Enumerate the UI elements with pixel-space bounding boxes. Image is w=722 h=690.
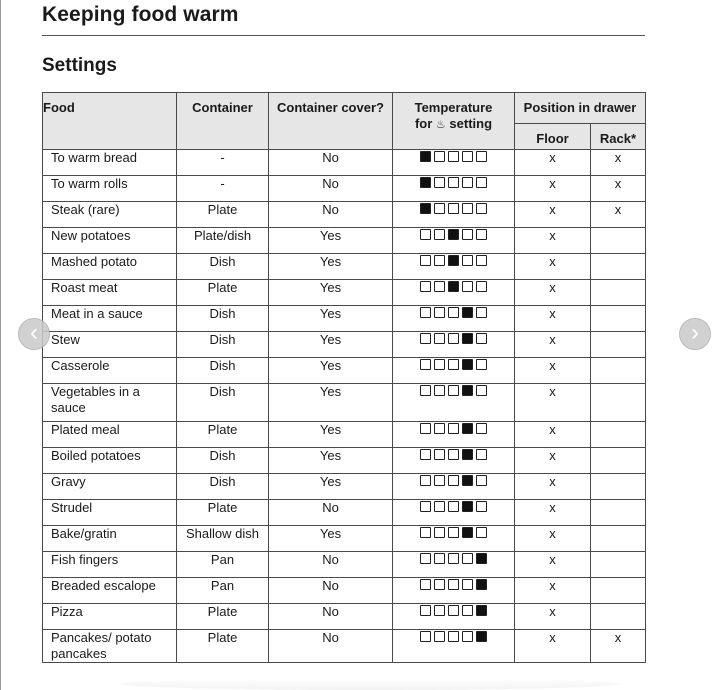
cell-rack xyxy=(591,474,646,500)
level-square-filled xyxy=(448,255,459,266)
level-square-empty xyxy=(420,307,431,318)
table-row xyxy=(43,526,646,552)
level-square-empty xyxy=(448,307,459,318)
cell-container: Plate/dish xyxy=(177,228,269,254)
cell-temperature xyxy=(393,176,515,202)
cell-cover: No xyxy=(269,552,393,578)
cell-food: Vegetables in a sauce xyxy=(43,384,177,422)
level-square-filled xyxy=(462,501,473,512)
section-title: Settings xyxy=(42,55,117,76)
level-square-empty xyxy=(434,475,445,486)
cell-container: Plate xyxy=(177,422,269,448)
cell-cover: Yes xyxy=(269,422,393,448)
cell-temperature xyxy=(393,254,515,280)
cell-food: Casserole xyxy=(43,358,177,384)
cell-food: Fish fingers xyxy=(43,552,177,578)
cell-food: Pancakes/ potato pancakes xyxy=(43,630,177,663)
header-temperature-line1: Temperature xyxy=(414,100,493,115)
level-square-empty xyxy=(476,151,487,162)
cell-food: Pizza xyxy=(43,604,177,630)
cell-floor: x xyxy=(515,228,591,254)
level-square-empty xyxy=(476,307,487,318)
level-square-filled xyxy=(476,553,487,564)
previous-page-button[interactable] xyxy=(18,318,50,350)
cell-container: Plate xyxy=(177,280,269,306)
level-square-empty xyxy=(420,255,431,266)
cell-temperature xyxy=(393,358,515,384)
cell-floor: x xyxy=(515,150,591,176)
level-square-empty xyxy=(448,475,459,486)
cell-rack: x xyxy=(591,150,646,176)
level-square-empty xyxy=(434,553,445,564)
level-square-empty xyxy=(462,255,473,266)
level-square-empty xyxy=(420,423,431,434)
level-square-empty xyxy=(462,229,473,240)
temperature-level-indicator xyxy=(420,151,487,162)
level-square-empty xyxy=(420,385,431,396)
cell-cover: Yes xyxy=(269,332,393,358)
cell-food: New potatoes xyxy=(43,228,177,254)
level-square-empty xyxy=(420,229,431,240)
cell-cover: Yes xyxy=(269,358,393,384)
cell-temperature xyxy=(393,474,515,500)
cell-floor: x xyxy=(515,448,591,474)
level-square-empty xyxy=(434,527,445,538)
table-row xyxy=(43,578,646,604)
temperature-level-indicator xyxy=(420,579,487,590)
level-square-filled xyxy=(462,307,473,318)
level-square-empty xyxy=(476,359,487,370)
level-square-empty xyxy=(476,333,487,344)
cell-cover: Yes xyxy=(269,280,393,306)
level-square-empty xyxy=(462,177,473,188)
cell-container: Dish xyxy=(177,448,269,474)
cell-temperature xyxy=(393,552,515,578)
next-page-button[interactable] xyxy=(679,318,711,350)
temperature-level-indicator xyxy=(420,385,487,396)
cell-container: Pan xyxy=(177,578,269,604)
level-square-empty xyxy=(462,151,473,162)
level-square-empty xyxy=(448,631,459,642)
temperature-level-indicator xyxy=(420,501,487,512)
table-row xyxy=(43,306,646,332)
level-square-empty xyxy=(420,359,431,370)
level-square-empty xyxy=(448,385,459,396)
level-square-empty xyxy=(420,501,431,512)
cell-temperature xyxy=(393,150,515,176)
table-row xyxy=(43,202,646,228)
level-square-empty xyxy=(462,631,473,642)
cell-cover: No xyxy=(269,630,393,663)
chevron-right-icon: › xyxy=(691,319,699,346)
cell-cover: Yes xyxy=(269,448,393,474)
temperature-level-indicator xyxy=(420,423,487,434)
cell-container: Dish xyxy=(177,358,269,384)
cell-cover: Yes xyxy=(269,384,393,422)
cell-cover: No xyxy=(269,578,393,604)
level-square-empty xyxy=(476,423,487,434)
level-square-empty xyxy=(434,605,445,616)
level-square-empty xyxy=(476,177,487,188)
level-square-empty xyxy=(434,501,445,512)
level-square-empty xyxy=(462,553,473,564)
level-square-filled xyxy=(462,333,473,344)
header-temperature-setting: setting xyxy=(449,116,493,131)
cell-temperature xyxy=(393,630,515,663)
cell-container: Pan xyxy=(177,552,269,578)
level-square-filled xyxy=(462,449,473,460)
cell-container: Plate xyxy=(177,630,269,663)
level-square-empty xyxy=(420,475,431,486)
level-square-filled xyxy=(476,579,487,590)
cell-rack xyxy=(591,422,646,448)
level-square-empty xyxy=(434,449,445,460)
temperature-level-indicator xyxy=(420,177,487,188)
temperature-level-indicator xyxy=(420,203,487,214)
level-square-empty xyxy=(448,605,459,616)
cell-container: Dish xyxy=(177,474,269,500)
cell-floor: x xyxy=(515,332,591,358)
cell-container: Dish xyxy=(177,306,269,332)
cell-food: Strudel xyxy=(43,500,177,526)
cell-rack xyxy=(591,280,646,306)
table-row xyxy=(43,332,646,358)
cell-container: Plate xyxy=(177,604,269,630)
header-rack: Rack* xyxy=(591,124,646,150)
cell-temperature xyxy=(393,604,515,630)
temperature-level-indicator xyxy=(420,359,487,370)
temperature-level-indicator xyxy=(420,449,487,460)
level-square-empty xyxy=(420,527,431,538)
cell-container: Plate xyxy=(177,202,269,228)
level-square-empty xyxy=(476,281,487,292)
temperature-level-indicator xyxy=(420,255,487,266)
table-row xyxy=(43,280,646,306)
table-row xyxy=(43,228,646,254)
level-square-filled xyxy=(462,385,473,396)
cell-temperature xyxy=(393,384,515,422)
temperature-level-indicator xyxy=(420,281,487,292)
level-square-empty xyxy=(448,359,459,370)
table-body xyxy=(43,150,646,663)
cell-food: Mashed potato xyxy=(43,254,177,280)
level-square-filled xyxy=(420,203,431,214)
cell-container: Dish xyxy=(177,254,269,280)
level-square-empty xyxy=(462,203,473,214)
level-square-filled xyxy=(448,281,459,292)
level-square-empty xyxy=(448,527,459,538)
cell-temperature xyxy=(393,228,515,254)
level-square-empty xyxy=(434,359,445,370)
cell-temperature xyxy=(393,526,515,552)
level-square-empty xyxy=(476,501,487,512)
cell-temperature xyxy=(393,422,515,448)
cell-container: Shallow dish xyxy=(177,526,269,552)
cell-floor: x xyxy=(515,280,591,306)
level-square-empty xyxy=(420,631,431,642)
table-row xyxy=(43,150,646,176)
cell-rack xyxy=(591,384,646,422)
table-row xyxy=(43,552,646,578)
title-rule xyxy=(42,35,645,36)
cell-floor: x xyxy=(515,500,591,526)
level-square-empty xyxy=(476,449,487,460)
level-square-empty xyxy=(434,631,445,642)
cell-rack xyxy=(591,306,646,332)
temperature-level-indicator xyxy=(420,527,487,538)
cell-floor: x xyxy=(515,384,591,422)
level-square-empty xyxy=(476,229,487,240)
level-square-filled xyxy=(420,151,431,162)
level-square-empty xyxy=(462,605,473,616)
cell-cover: No xyxy=(269,202,393,228)
cell-floor: x xyxy=(515,604,591,630)
cell-floor: x xyxy=(515,578,591,604)
level-square-filled xyxy=(448,229,459,240)
cell-food: Gravy xyxy=(43,474,177,500)
level-square-empty xyxy=(448,333,459,344)
cell-rack xyxy=(591,228,646,254)
cell-temperature xyxy=(393,280,515,306)
cell-temperature xyxy=(393,500,515,526)
level-square-empty xyxy=(476,475,487,486)
page-edge xyxy=(0,0,1,690)
cell-floor: x xyxy=(515,422,591,448)
table-row xyxy=(43,422,646,448)
level-square-empty xyxy=(476,203,487,214)
cell-cover: Yes xyxy=(269,474,393,500)
level-square-filled xyxy=(476,631,487,642)
chevron-left-icon: ‹ xyxy=(30,319,38,346)
temperature-level-indicator xyxy=(420,307,487,318)
cell-floor: x xyxy=(515,176,591,202)
level-square-empty xyxy=(434,307,445,318)
cell-temperature xyxy=(393,448,515,474)
table-row xyxy=(43,474,646,500)
table-row xyxy=(43,630,646,663)
level-square-empty xyxy=(434,333,445,344)
table-row xyxy=(43,384,646,422)
table-row xyxy=(43,254,646,280)
temperature-level-indicator xyxy=(420,475,487,486)
table-row xyxy=(43,500,646,526)
cell-cover: No xyxy=(269,500,393,526)
header-floor: Floor xyxy=(515,124,591,150)
cell-cover: Yes xyxy=(269,526,393,552)
cell-food: Breaded escalope xyxy=(43,578,177,604)
level-square-filled xyxy=(462,359,473,370)
cell-rack xyxy=(591,332,646,358)
level-square-empty xyxy=(434,281,445,292)
level-square-empty xyxy=(420,333,431,344)
cell-floor: x xyxy=(515,474,591,500)
level-square-filled xyxy=(462,527,473,538)
cell-rack: x xyxy=(591,176,646,202)
level-square-filled xyxy=(462,423,473,434)
header-temperature-for: for xyxy=(414,116,433,131)
level-square-empty xyxy=(434,385,445,396)
cell-temperature xyxy=(393,202,515,228)
cell-floor: x xyxy=(515,254,591,280)
cell-rack xyxy=(591,500,646,526)
cell-rack xyxy=(591,526,646,552)
cell-rack: x xyxy=(591,630,646,663)
cell-container: - xyxy=(177,150,269,176)
cell-container: Dish xyxy=(177,332,269,358)
cell-floor: x xyxy=(515,202,591,228)
cell-food: Bake/gratin xyxy=(43,526,177,552)
table-row xyxy=(43,604,646,630)
cell-rack xyxy=(591,604,646,630)
cell-container: - xyxy=(177,176,269,202)
cell-floor: x xyxy=(515,306,591,332)
level-square-empty xyxy=(420,449,431,460)
cell-food: Stew xyxy=(43,332,177,358)
temperature-level-indicator xyxy=(420,333,487,344)
cell-cover: No xyxy=(269,176,393,202)
level-square-empty xyxy=(420,553,431,564)
table-row xyxy=(43,176,646,202)
cell-floor: x xyxy=(515,526,591,552)
level-square-empty xyxy=(462,579,473,590)
header-container: Container xyxy=(177,93,269,150)
level-square-empty xyxy=(476,385,487,396)
temperature-level-indicator xyxy=(420,553,487,564)
table-row xyxy=(43,358,646,384)
level-square-empty xyxy=(434,255,445,266)
level-square-filled xyxy=(462,475,473,486)
header-temperature xyxy=(393,93,515,150)
cell-food: To warm rolls xyxy=(43,176,177,202)
cell-food: Meat in a sauce xyxy=(43,306,177,332)
temperature-level-indicator xyxy=(420,631,487,642)
level-square-empty xyxy=(434,177,445,188)
level-square-empty xyxy=(434,229,445,240)
level-square-empty xyxy=(462,281,473,292)
temperature-level-indicator xyxy=(420,229,487,240)
level-square-empty xyxy=(434,423,445,434)
cell-rack xyxy=(591,358,646,384)
level-square-empty xyxy=(434,579,445,590)
level-square-empty xyxy=(448,423,459,434)
temperature-level-indicator xyxy=(420,605,487,616)
level-square-empty xyxy=(420,281,431,292)
level-square-empty xyxy=(448,553,459,564)
cell-rack: x xyxy=(591,202,646,228)
level-square-empty xyxy=(448,203,459,214)
cell-temperature xyxy=(393,306,515,332)
level-square-empty xyxy=(420,579,431,590)
header-food: Food xyxy=(43,93,177,150)
table-row xyxy=(43,448,646,474)
header-position: Position in drawer xyxy=(515,93,646,124)
page-shadow xyxy=(120,678,622,690)
cell-temperature xyxy=(393,332,515,358)
steam-icon: ♨ xyxy=(435,119,446,131)
level-square-empty xyxy=(448,449,459,460)
cell-floor: x xyxy=(515,552,591,578)
cell-food: Roast meat xyxy=(43,280,177,306)
cell-rack xyxy=(591,578,646,604)
level-square-filled xyxy=(420,177,431,188)
settings-table xyxy=(42,92,646,663)
level-square-empty xyxy=(448,151,459,162)
cell-food: Plated meal xyxy=(43,422,177,448)
cell-container: Plate xyxy=(177,500,269,526)
cell-food: To warm bread xyxy=(43,150,177,176)
level-square-empty xyxy=(448,579,459,590)
level-square-empty xyxy=(476,255,487,266)
cell-cover: Yes xyxy=(269,306,393,332)
cell-container: Dish xyxy=(177,384,269,422)
cell-cover: No xyxy=(269,604,393,630)
level-square-empty xyxy=(434,203,445,214)
cell-rack xyxy=(591,552,646,578)
level-square-empty xyxy=(420,605,431,616)
cell-rack xyxy=(591,448,646,474)
cell-temperature xyxy=(393,578,515,604)
cell-floor: x xyxy=(515,358,591,384)
cell-cover: Yes xyxy=(269,254,393,280)
cell-food: Steak (rare) xyxy=(43,202,177,228)
level-square-empty xyxy=(476,527,487,538)
page-title: Keeping food warm xyxy=(42,3,239,26)
level-square-empty xyxy=(448,177,459,188)
cell-floor: x xyxy=(515,630,591,663)
level-square-empty xyxy=(434,151,445,162)
cell-rack xyxy=(591,254,646,280)
cell-cover: Yes xyxy=(269,228,393,254)
level-square-empty xyxy=(448,501,459,512)
header-cover: Container cover? xyxy=(269,93,393,150)
level-square-filled xyxy=(476,605,487,616)
cell-food: Boiled potatoes xyxy=(43,448,177,474)
cell-cover: No xyxy=(269,150,393,176)
